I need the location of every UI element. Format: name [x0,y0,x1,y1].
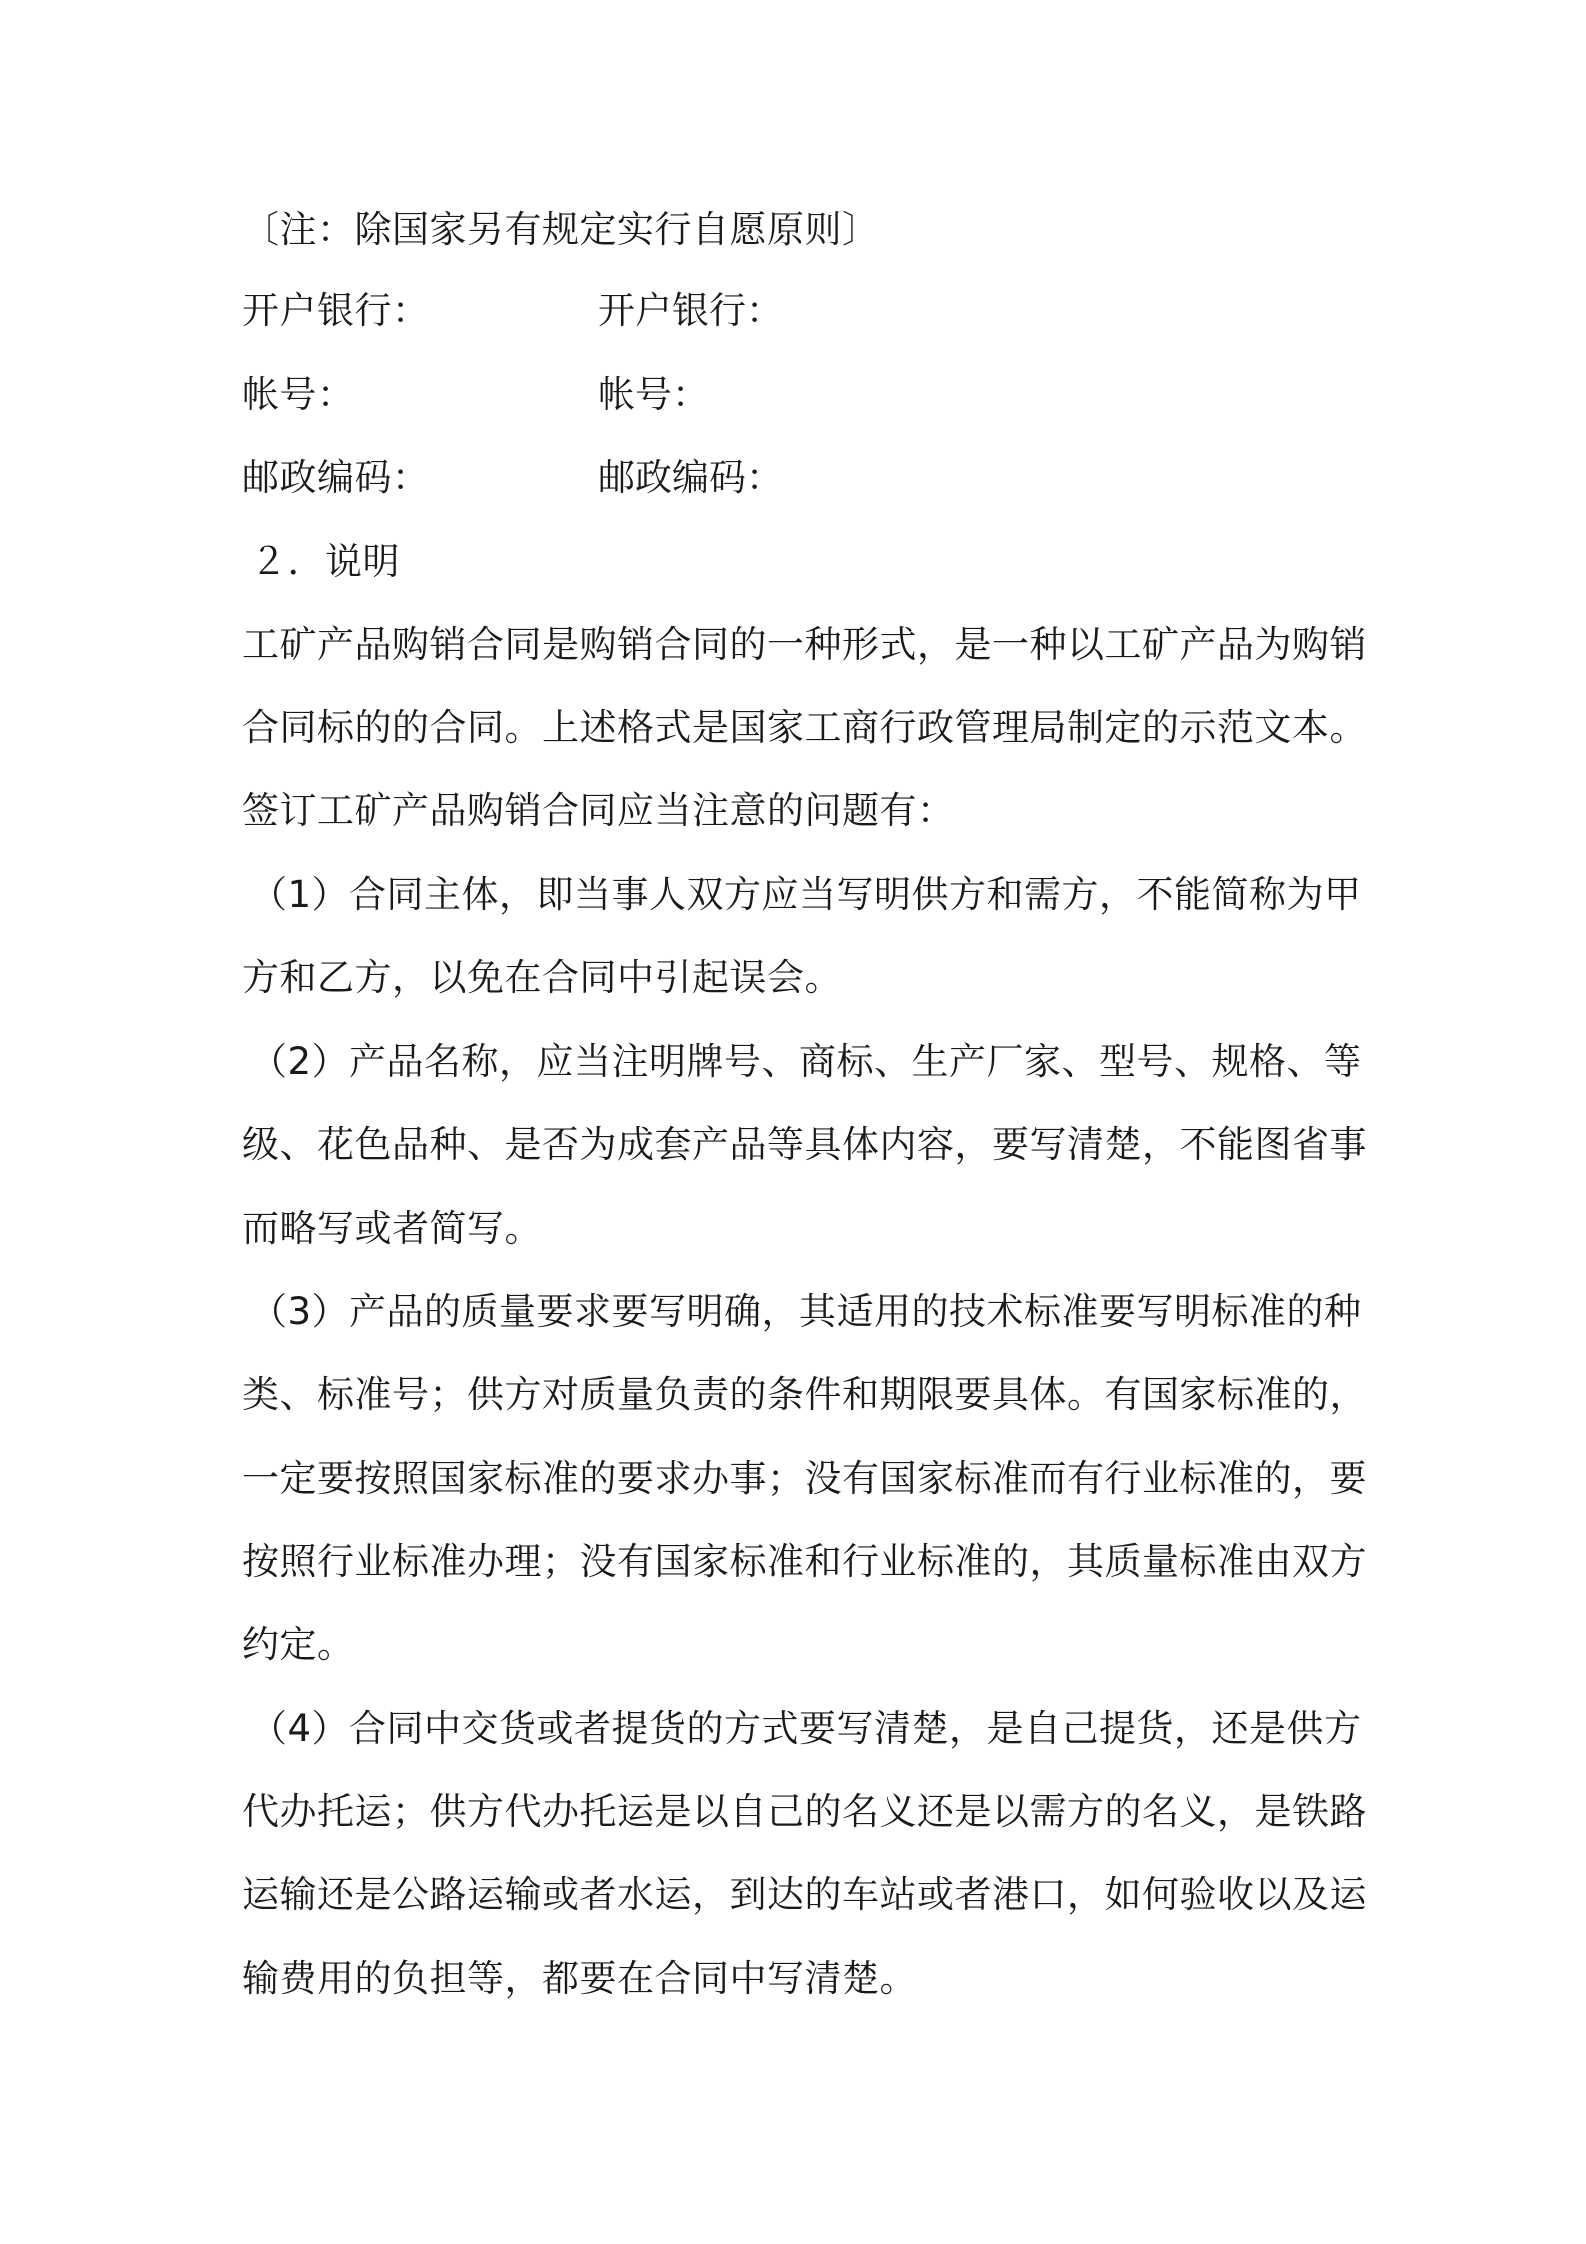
account-label-right: 帐号： [598,373,709,416]
paragraph-line: 而略写或者简写。 [242,1207,542,1250]
postcode-label-right: 邮政编码： [598,456,783,499]
paragraph-line: 约定。 [242,1623,355,1666]
paragraph-line: 级、花色品种、是否为成套产品等具体内容，要写清楚，不能图省事 [242,1123,1367,1166]
paragraph-line: （1）合同主体，即当事人双方应当写明供方和需方，不能简称为甲 [250,873,1362,916]
paragraph-line: 一定要按照国家标准的要求办事；没有国家标准而有行业标准的，要 [242,1457,1367,1500]
bank-label-right: 开户银行： [598,289,783,332]
paragraph-line: 签订工矿产品购销合同应当注意的问题有： [242,789,955,832]
paragraph-line: 类、标准号；供方对质量负责的条件和期限要具体。有国家标准的， [242,1373,1367,1416]
bank-label-left: 开户银行： [242,289,430,332]
paragraph-line: （2）产品名称，应当注明牌号、商标、生产厂家、型号、规格、等 [250,1040,1362,1083]
paragraph-line: （3）产品的质量要求要写明确，其适用的技术标准要写明标准的种 [250,1290,1362,1333]
account-label-left: 帐号： [242,373,355,416]
paragraph-line: 方和乙方，以免在合同中引起误会。 [242,956,842,999]
paragraph-line: 合同标的的合同。上述格式是国家工商行政管理局制定的示范文本。 [242,706,1367,749]
paragraph-line: 按照行业标准办理；没有国家标准和行业标准的，其质量标准由双方 [242,1540,1367,1583]
note-line: 〔注：除国家另有规定实行自愿原则〕 [242,208,880,251]
section-heading: ２．说明 [250,540,400,583]
paragraph-line: 运输还是公路运输或者水运，到达的车站或者港口，如何验收以及运 [242,1873,1367,1916]
paragraph-line: 代办托运；供方代办托运是以自己的名义还是以需方的名义，是铁路 [242,1790,1367,1833]
postcode-label-left: 邮政编码： [242,456,430,499]
paragraph-line: （4）合同中交货或者提货的方式要写清楚，是自己提货，还是供方 [250,1707,1362,1750]
paragraph-line: 输费用的负担等，都要在合同中写清楚。 [242,1957,917,2000]
paragraph-line: 工矿产品购销合同是购销合同的一种形式，是一种以工矿产品为购销 [242,623,1367,666]
